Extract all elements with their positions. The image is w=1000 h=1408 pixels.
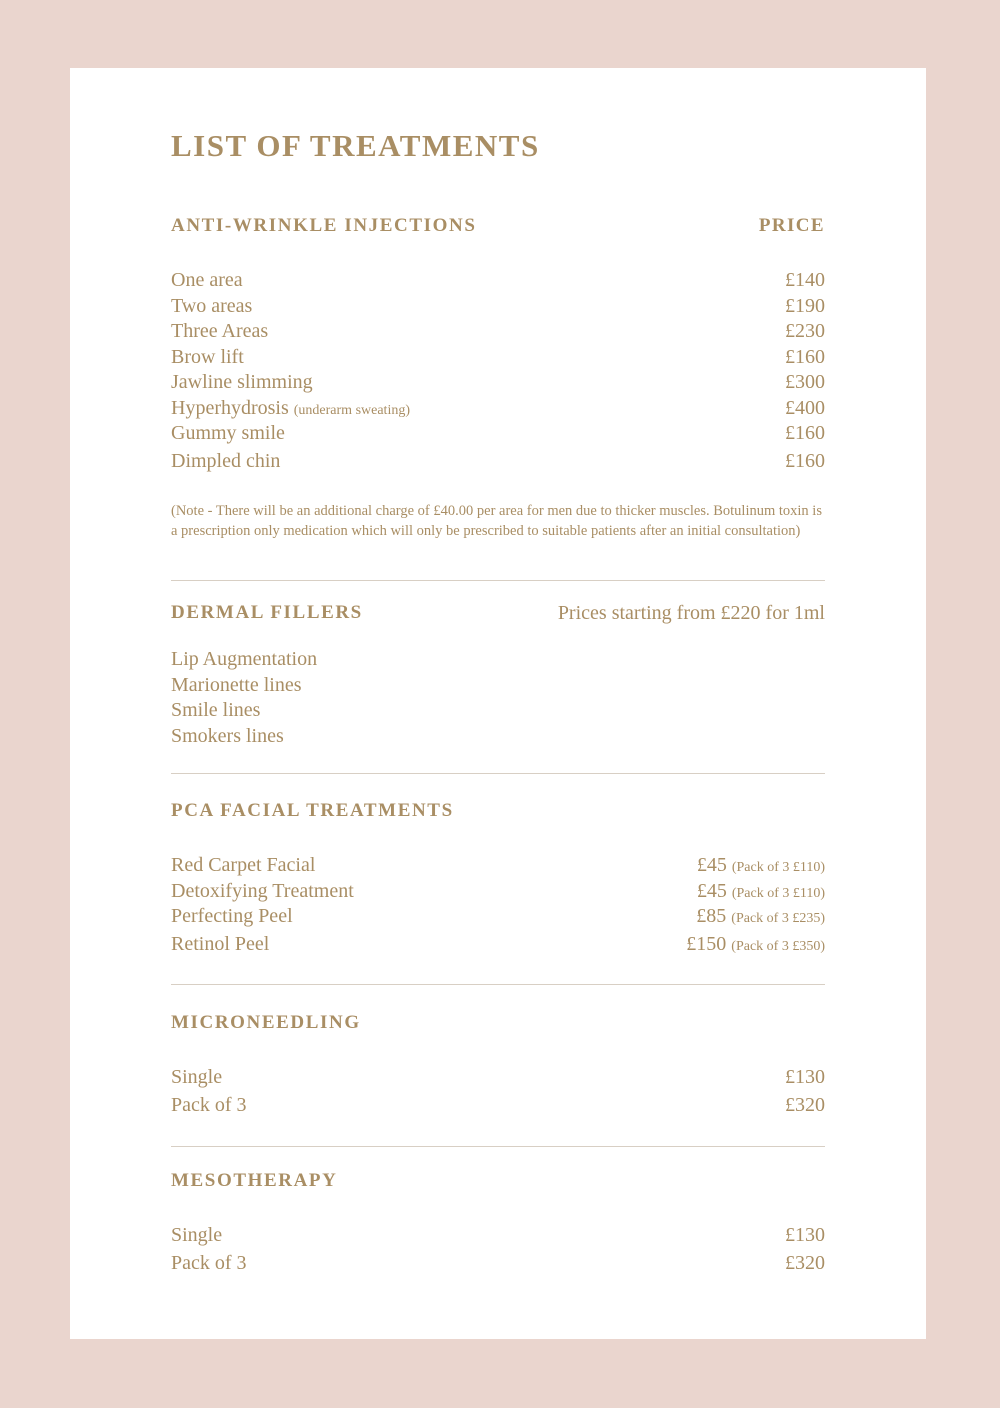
- treatment-price: £320: [785, 1251, 825, 1274]
- treatment-price-group: [686, 933, 825, 956]
- treatment-price: £140: [785, 269, 825, 291]
- section-divider: [171, 984, 825, 985]
- treatment-price: £130: [785, 1224, 825, 1246]
- treatment-name: Lip Augmentation: [171, 648, 318, 670]
- price-heading: PRICE: [758, 215, 825, 236]
- list-item: [171, 933, 825, 959]
- pack-price: (Pack of 3 £235): [731, 911, 825, 926]
- list-item: [171, 699, 825, 725]
- microneedling-section: [171, 1012, 825, 1040]
- treatment-price-group: [697, 854, 825, 877]
- treatment-name: Pack of 3: [171, 1093, 247, 1116]
- treatment-name: Brow lift: [171, 345, 244, 368]
- treatment-price: £160: [785, 422, 825, 444]
- list-item: [171, 725, 825, 751]
- treatment-price: £160: [785, 345, 825, 368]
- pack-price: (Pack of 3 £110): [731, 885, 825, 901]
- dermal-fillers-heading: DERMAL FILLERS: [171, 602, 363, 623]
- treatment-name: Smile lines: [171, 699, 261, 721]
- list-item: [171, 880, 825, 906]
- treatment-price-group: [697, 880, 825, 903]
- treatment-name: Detoxifying Treatment: [171, 879, 354, 902]
- pca-facial-heading: PCA FACIAL TREATMENTS: [171, 800, 454, 821]
- treatment-price: £45: [696, 879, 727, 902]
- list-item: [171, 320, 825, 346]
- list-item: [171, 1066, 825, 1092]
- mesotherapy-list: [171, 1224, 825, 1277]
- treatment-price: £320: [785, 1093, 825, 1116]
- mesotherapy-header: [171, 1170, 825, 1198]
- treatment-sub-note: (underarm sweating): [293, 402, 410, 418]
- list-item: [171, 854, 825, 880]
- dermal-fillers-price-note: Prices starting from £220 for 1ml: [557, 602, 825, 624]
- list-item: [171, 371, 825, 397]
- treatment-name-with-note: [171, 397, 410, 420]
- treatment-name: Gummy smile: [171, 422, 285, 444]
- list-item: [171, 397, 825, 423]
- list-item: [171, 674, 825, 700]
- treatment-name: Hyperhydrosis: [171, 396, 289, 419]
- pca-facial-section: [171, 800, 825, 828]
- treatment-name: Marionette lines: [171, 673, 302, 696]
- treatment-price: £400: [785, 396, 825, 419]
- dermal-fillers-header: [171, 602, 825, 630]
- mesotherapy-section: [171, 1170, 825, 1198]
- treatment-price: £160: [785, 449, 825, 472]
- treatment-price: £130: [785, 1066, 825, 1088]
- treatment-name: Jawline slimming: [171, 371, 313, 393]
- treatment-name: Retinol Peel: [171, 932, 270, 955]
- microneedling-list: [171, 1066, 825, 1119]
- treatment-name: Pack of 3: [171, 1251, 247, 1274]
- anti-wrinkle-header: [171, 215, 825, 243]
- mesotherapy-heading: MESOTHERAPY: [171, 1170, 338, 1191]
- section-divider: [171, 773, 825, 774]
- pack-price: (Pack of 3 £110): [731, 860, 825, 875]
- list-item: [171, 1094, 825, 1120]
- treatment-name: Dimpled chin: [171, 449, 281, 472]
- pca-facial-list: [171, 854, 825, 958]
- treatment-card: [70, 68, 926, 1339]
- treatment-price-group: [696, 905, 825, 928]
- list-item: [171, 905, 825, 931]
- list-item: [171, 422, 825, 448]
- treatment-price: £150: [686, 932, 727, 955]
- treatment-name: Single: [171, 1224, 223, 1246]
- list-item: [171, 295, 825, 321]
- list-item: [171, 346, 825, 372]
- microneedling-heading: MICRONEEDLING: [171, 1012, 361, 1033]
- list-item: [171, 269, 825, 295]
- section-divider: [171, 1146, 825, 1147]
- pca-facial-header: [171, 800, 825, 828]
- anti-wrinkle-list: [171, 269, 825, 475]
- section-divider: [171, 580, 825, 581]
- dermal-fillers-list: [171, 648, 825, 750]
- anti-wrinkle-heading: ANTI-WRINKLE INJECTIONS: [171, 215, 477, 236]
- page-title: LIST OF TREATMENTS: [171, 128, 540, 163]
- microneedling-header: [171, 1012, 825, 1040]
- treatment-name: Perfecting Peel: [171, 905, 293, 927]
- list-item: [171, 450, 825, 476]
- list-item: [171, 648, 825, 674]
- pack-price: (Pack of 3 £350): [731, 938, 825, 954]
- treatment-name: Red Carpet Facial: [171, 854, 316, 876]
- list-item: [171, 1252, 825, 1278]
- list-item: [171, 1224, 825, 1250]
- treatment-name: One area: [171, 269, 243, 291]
- dermal-fillers-section: [171, 602, 825, 630]
- treatment-name: Single: [171, 1066, 223, 1088]
- treatment-name: Three Areas: [171, 320, 269, 342]
- treatment-price: £190: [785, 294, 825, 317]
- treatment-name: Two areas: [171, 294, 253, 317]
- treatment-name: Smokers lines: [171, 724, 284, 747]
- treatment-price: £300: [785, 371, 825, 393]
- treatment-price: £85: [696, 905, 727, 927]
- treatment-price: £45: [696, 854, 727, 876]
- anti-wrinkle-section: [171, 215, 825, 243]
- treatment-price: £230: [785, 320, 825, 342]
- anti-wrinkle-note: (Note - There will be an additional charge of £40.00 per area for men due to thicker muscles. Botulinum toxin is a prescription only medication which will only be prescribed to suitable patients after an initial consultation): [171, 503, 822, 539]
